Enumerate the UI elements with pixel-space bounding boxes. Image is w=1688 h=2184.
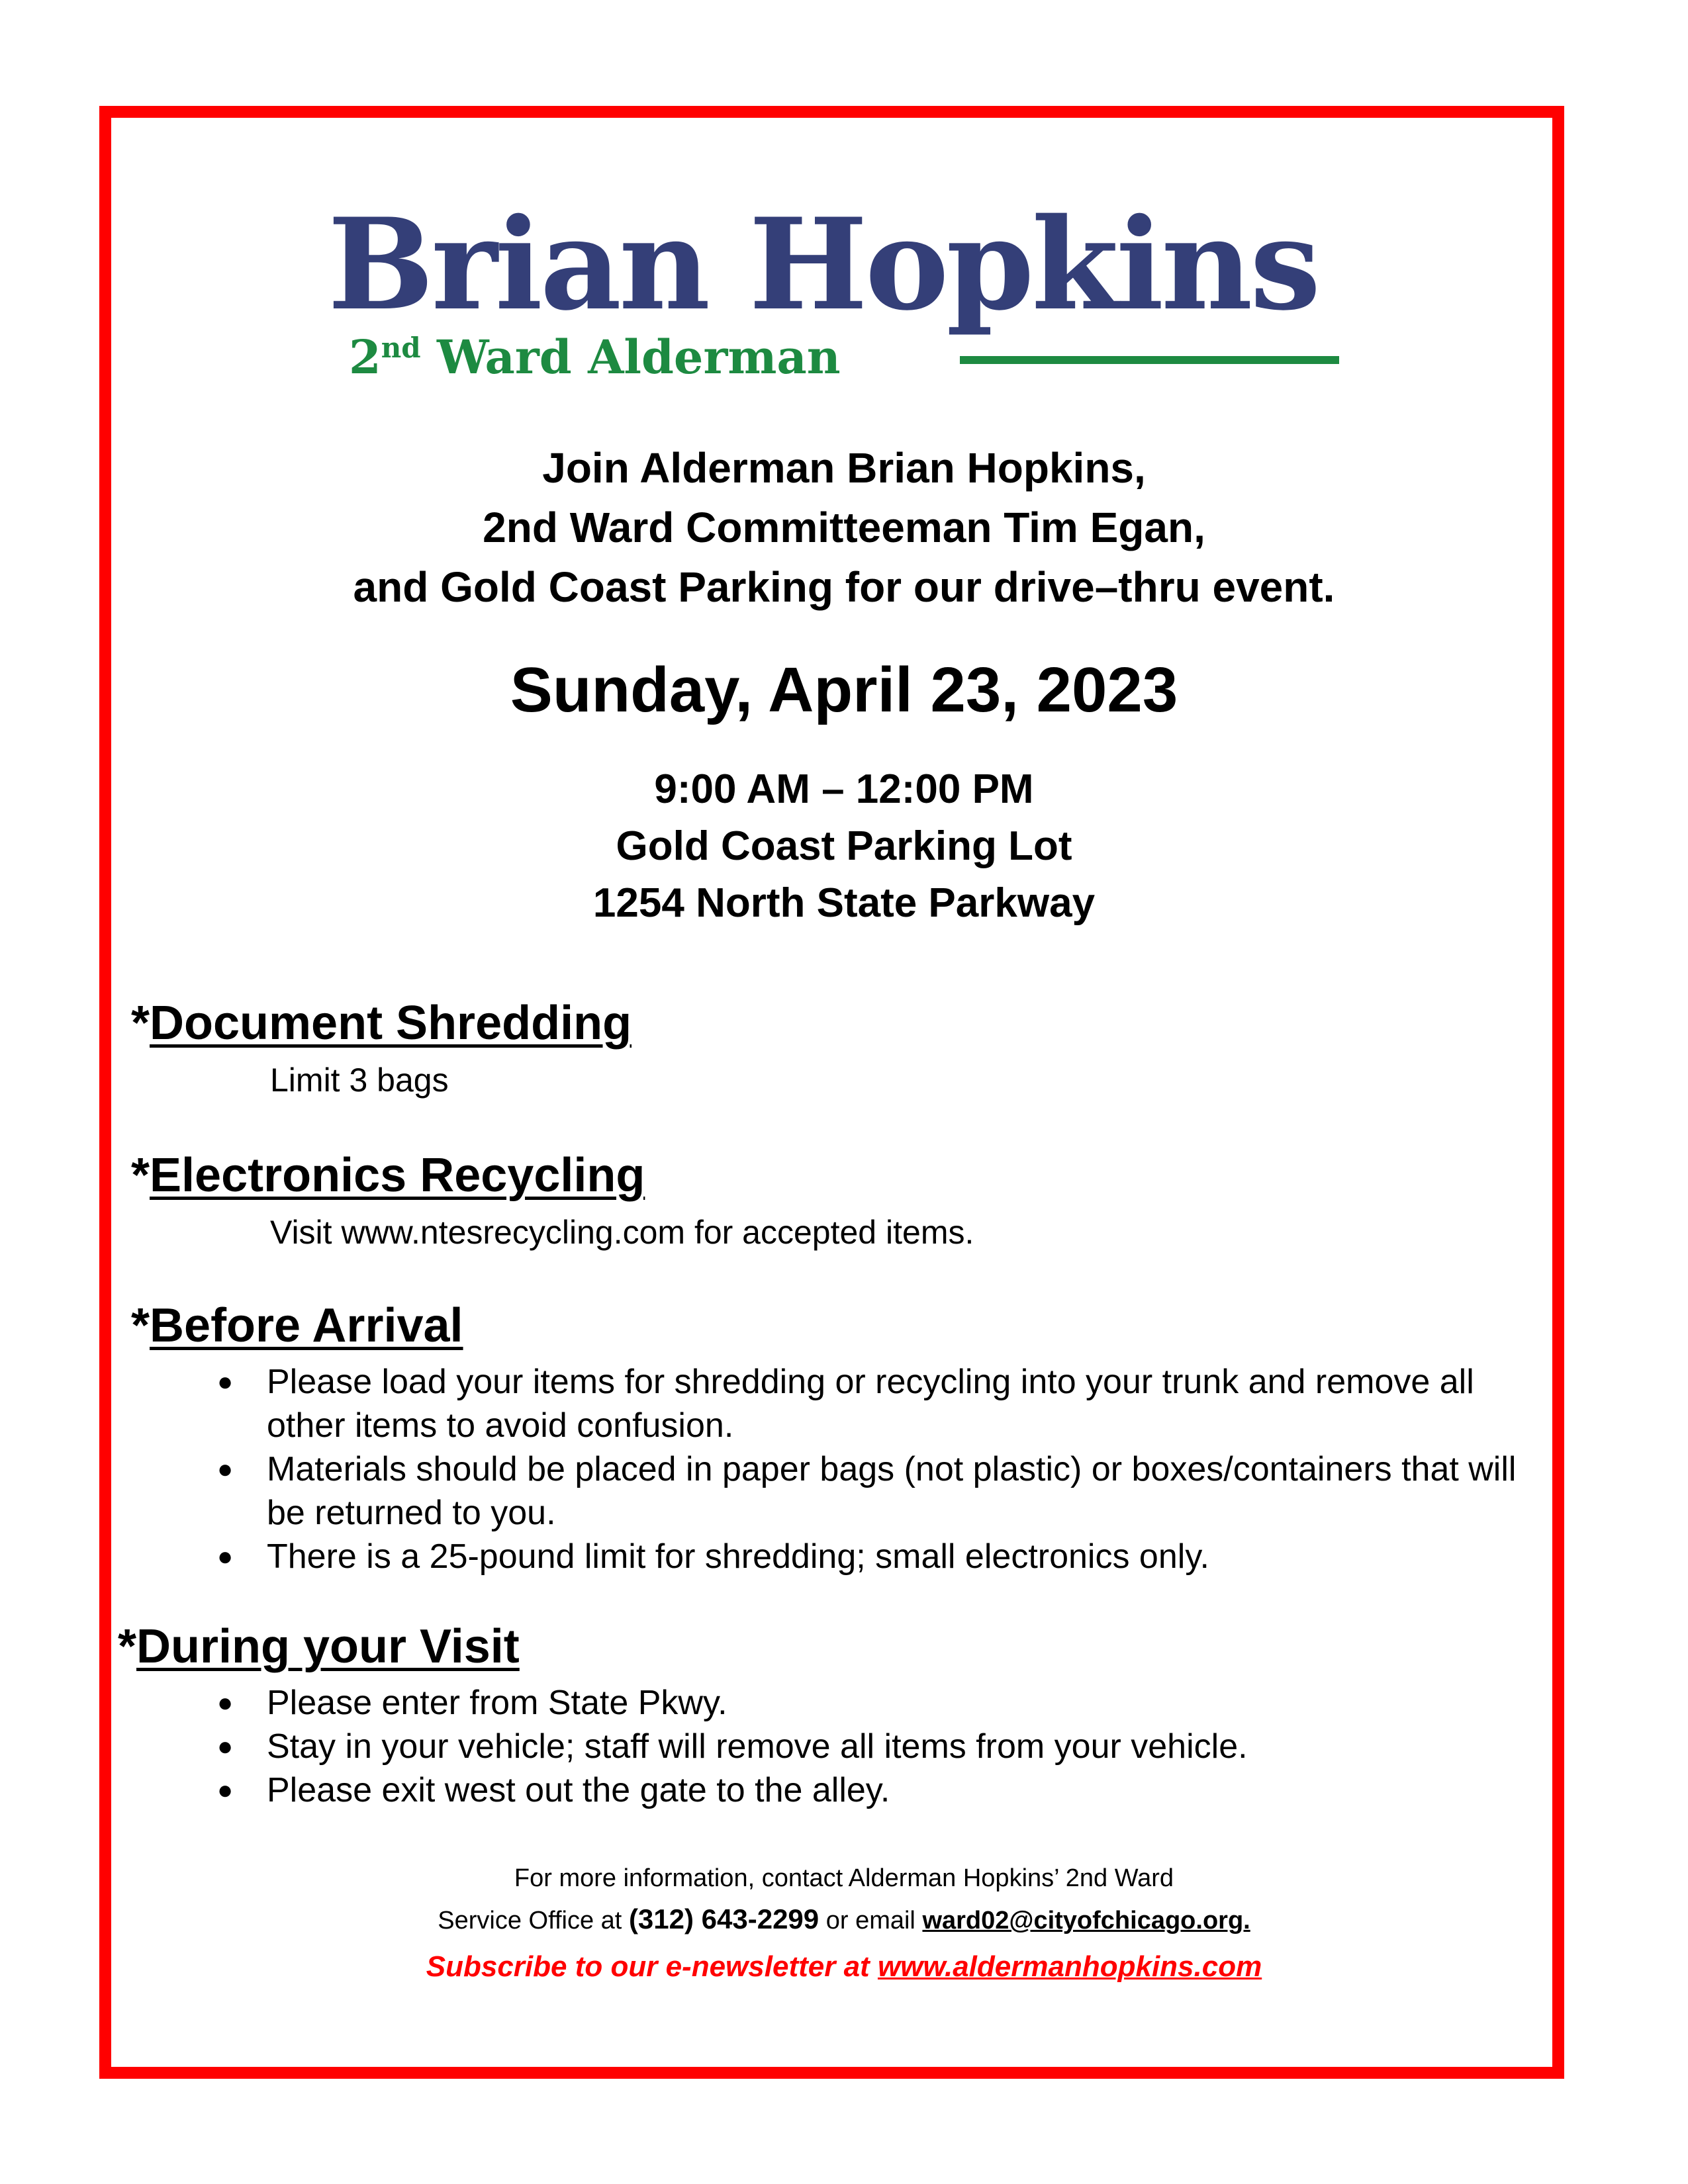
bullet-icon: ● bbox=[217, 1542, 234, 1571]
logo-ward-number: 2 bbox=[349, 330, 381, 385]
list-item bbox=[211, 1768, 1534, 1812]
shredding-note: Limit 3 bags bbox=[270, 1062, 449, 1099]
event-date: Sunday, April 23, 2023 bbox=[510, 655, 1178, 725]
list-item bbox=[211, 1725, 1534, 1768]
bullet-icon: ● bbox=[217, 1688, 234, 1717]
list-item bbox=[211, 1681, 1534, 1725]
asterisk: * bbox=[131, 1299, 150, 1352]
subscribe-text: Subscribe to our e-newsletter at bbox=[426, 1950, 870, 1983]
electronics-note: Visit www.ntesrecycling.com for accepted items. bbox=[270, 1214, 974, 1251]
asterisk: * bbox=[131, 997, 150, 1050]
intro-line-1: Join Alderman Brian Hopkins, bbox=[542, 444, 1146, 492]
section-title: Before Arrival bbox=[150, 1299, 463, 1352]
asterisk: * bbox=[118, 1620, 137, 1673]
list-item-text: Please load your items for shredding or recycling into your trunk and remove all other items to avoid confusion. bbox=[267, 1363, 1474, 1445]
list-item bbox=[211, 1447, 1534, 1535]
email-link[interactable]: ward02@cityofchicago.org. bbox=[922, 1907, 1250, 1934]
logo-ward-title: Ward Alderman bbox=[437, 330, 841, 385]
bullet-icon: ● bbox=[217, 1367, 234, 1396]
intro-line-2: 2nd Ward Committeeman Tim Egan, bbox=[483, 504, 1205, 551]
during-visit-list bbox=[211, 1681, 1534, 1812]
asterisk: * bbox=[131, 1149, 150, 1202]
event-venue: Gold Coast Parking Lot bbox=[616, 823, 1072, 869]
section-heading-before-arrival bbox=[131, 1294, 463, 1357]
bullet-icon: ● bbox=[217, 1455, 234, 1484]
bullet-icon: ● bbox=[217, 1732, 234, 1761]
intro-line-3: and Gold Coast Parking for our drive–thru event. bbox=[353, 563, 1335, 611]
logo-rule bbox=[960, 356, 1339, 364]
list-item-text: Materials should be placed in paper bags (not plastic) or boxes/containers that will be returned to you. bbox=[267, 1450, 1517, 1532]
list-item bbox=[211, 1535, 1534, 1578]
logo-ward-suffix: nd bbox=[381, 332, 421, 364]
logo-subtitle bbox=[349, 331, 841, 384]
event-time: 9:00 AM – 12:00 PM bbox=[654, 766, 1034, 812]
footer-contact-line-2 bbox=[113, 1901, 1575, 1939]
section-title: During your Visit bbox=[136, 1620, 520, 1673]
section-heading-during-visit bbox=[118, 1615, 520, 1678]
logo-name: Brian Hopkins bbox=[328, 191, 1319, 338]
section-title: Electronics Recycling bbox=[150, 1149, 645, 1202]
footer-contact-line-1: For more information, contact Alderman Hopkins’ 2nd Ward bbox=[514, 1864, 1174, 1892]
phone-number: (312) 643-2299 bbox=[628, 1903, 820, 1934]
footer-office-text: Service Office at bbox=[438, 1907, 622, 1934]
list-item bbox=[211, 1360, 1534, 1447]
section-heading-shredding bbox=[131, 991, 632, 1055]
list-item-text: Please enter from State Pkwy. bbox=[267, 1684, 727, 1722]
subscribe-line bbox=[113, 1947, 1575, 1987]
bullet-icon: ● bbox=[217, 1776, 234, 1805]
footer-email-text: or email bbox=[825, 1907, 915, 1934]
before-arrival-list bbox=[211, 1360, 1534, 1578]
list-item-text: There is a 25-pound limit for shredding; small electronics only. bbox=[267, 1537, 1209, 1576]
section-heading-electronics bbox=[131, 1144, 645, 1207]
event-address: 1254 North State Parkway bbox=[592, 880, 1096, 926]
section-title: Document Shredding bbox=[150, 997, 632, 1050]
list-item-text: Stay in your vehicle; staff will remove all items from your vehicle. bbox=[267, 1727, 1248, 1766]
list-item-text: Please exit west out the gate to the alley. bbox=[267, 1771, 890, 1809]
website-link[interactable]: www.aldermanhopkins.com bbox=[877, 1950, 1262, 1983]
